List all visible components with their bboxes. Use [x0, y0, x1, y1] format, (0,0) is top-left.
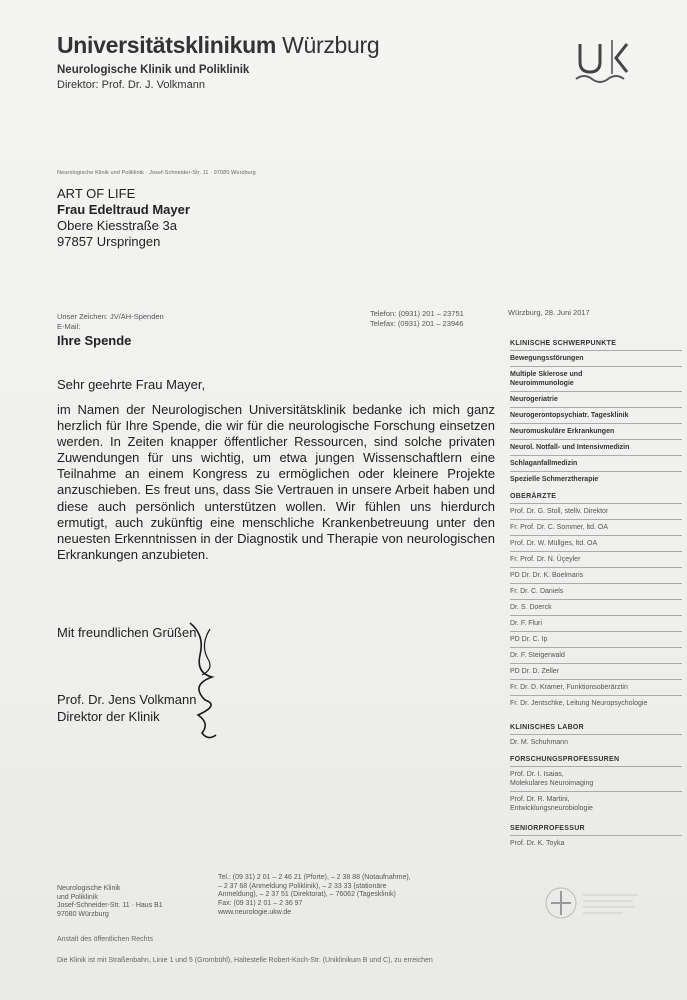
sidebar-divider: [510, 391, 682, 392]
ukw-logo-icon: [572, 32, 632, 87]
footer-address-line: Neurologische Klinik: [57, 885, 121, 892]
footer-legal-form: Anstalt des öffentlichen Rechts: [57, 936, 153, 943]
sidebar-divider: [510, 551, 682, 552]
footer-contact-line: – 2 37 68 (Anmeldung Poliklinik), – 2 33 33 (stationäre: [218, 882, 387, 890]
brand-bold: Universitätsklinikum: [57, 32, 276, 58]
sidebar-divider: [510, 366, 682, 367]
reference-zeichen: Unser Zeichen: JV/AH-Spenden: [57, 312, 164, 321]
sidebar-divider: [510, 519, 682, 520]
oberarzt-item: PD Dr. C. Ip: [510, 636, 548, 643]
reference-block: [57, 312, 164, 332]
sidebar-divider: [510, 503, 682, 504]
sidebar-divider: [510, 647, 682, 648]
footer-contact-line: Tel.: (09 31) 2 01 – 2 46 21 (Pforte), – 2 38 88 (Notaufnahme),: [218, 874, 411, 881]
schwerpunkt-item: Multiple Sklerose und Neuroimmunologie: [510, 371, 583, 387]
forschung-item: Prof. Dr. R. Martini,: [510, 796, 570, 803]
sidebar-divider: [510, 766, 682, 767]
salutation: Sehr geehrte Frau Mayer,: [57, 377, 206, 392]
footer-address-line: 97080 Würzburg: [57, 910, 109, 918]
senior-item: Prof. Dr. K. Toyka: [510, 840, 565, 847]
sidebar-heading-schwerpunkte: KLINISCHE SCHWERPUNKTE: [510, 340, 617, 347]
labor-item: Dr. M. Schuhmann: [510, 739, 568, 746]
sidebar-divider: [510, 439, 682, 440]
brand-regular: Würzburg: [282, 32, 380, 58]
schwerpunkt-item: Neuromuskuläre Erkrankungen: [510, 428, 615, 435]
oberarzt-item: Prof. Dr. W. Müllges, ltd. OA: [510, 540, 598, 547]
sidebar-divider: [510, 471, 682, 472]
footer-directions: Die Klinik ist mit Straßenbahn, Linie 1 und 5 (Grombühl), Haltestelle Robert-Koch-Str. (Uniklinikum B und C), zu erreichen: [57, 957, 433, 964]
recipient-city: 97857 Urspringen: [57, 234, 161, 249]
oberarzt-item: Fr. Dr. C. Daniels: [510, 588, 564, 595]
department-name: Neurologische Klinik und Poliklinik: [57, 64, 250, 76]
footer-contact-line: Fax: (09 31) 2 01 – 2 36 97: [218, 900, 303, 908]
oberarzt-item: PD Dr. D. Zeller: [510, 668, 560, 675]
sidebar-divider: [510, 455, 682, 456]
sidebar-divider: [510, 535, 682, 536]
fax-number: Telefax: (0931) 201 – 23946: [370, 319, 464, 328]
letter-date: Würzburg, 28. Juni 2017: [508, 308, 590, 317]
footer-contact-line: Anmeldung), – 2 37 51 (Direktorat), – 76062 (Tagesklinik): [218, 891, 396, 899]
signer-title: Direktor der Klinik: [57, 709, 160, 724]
sidebar-divider: [510, 567, 682, 568]
sidebar-divider: [510, 631, 682, 632]
recipient-line-1: ART OF LIFE: [57, 186, 136, 201]
sidebar-divider: [510, 423, 682, 424]
footer-address-line: und Poliklinik: [57, 893, 98, 901]
letter-body: im Namen der Neurologischen Universitätsklinik bedanke ich mich ganz herzlich für Ihre Spende, die wir für die neurologische Forschung einsetzen werden. In Zeiten knapper öffentlicher Ressourcen, sind solche privaten Zuwendungen für uns wichtig, um etwa jungen Wissenschaftlern eine Teilnahme an einem Kongress zu ermöglichen oder kleinere Projekte anzuschieben. Es freut uns, dass Sie Vertrauen in unsere Arbeit haben und diese auch persönlich unterstützen wollen. Wir fühlen uns hierdurch ermutigt, auch zukünftig eine menschliche Krankenbetreuung unter den neuesten Erkenntnissen in der Diagnostik und Therapie von neurologischen Erkrankungen anzubieten.: [57, 402, 495, 562]
oberarzt-item: Dr. S. Doerck: [510, 604, 552, 611]
oberarzt-item: Fr. Dr. Jentschke, Leitung Neuropsychologie: [510, 700, 648, 707]
sidebar-divider: [510, 599, 682, 600]
certification-seal-icon: [543, 883, 643, 923]
sidebar-divider: [510, 791, 682, 792]
reference-email: E-Mail:: [57, 322, 81, 331]
recipient-street: Obere Kiesstraße 3a: [57, 218, 177, 233]
schwerpunkt-item: Spezielle Schmerztherapie: [510, 476, 599, 483]
sidebar-divider: [510, 583, 682, 584]
sidebar-heading-forschung: FORSCHUNGSPROFESSUREN: [510, 756, 620, 763]
sidebar-divider: [510, 695, 682, 696]
sidebar-heading-oberaerzte: OBERÄRZTE: [510, 493, 557, 500]
sidebar-divider: [510, 663, 682, 664]
letter-subject: Ihre Spende: [57, 333, 132, 348]
director-line: Direktor: Prof. Dr. J. Volkmann: [57, 79, 205, 91]
oberarzt-item: Dr. F. Steigerwald: [510, 652, 565, 659]
schwerpunkt-item: Bewegungsstörungen: [510, 355, 584, 362]
sidebar-divider: [510, 679, 682, 680]
handwritten-signature: [150, 615, 260, 745]
signer-name: Prof. Dr. Jens Volkmann: [57, 692, 197, 707]
oberarzt-item: Prof. Dr. G. Stoll, stellv. Direktor: [510, 508, 609, 515]
staff-sidebar: [510, 340, 682, 848]
forschung-item: Prof. Dr. I. Isaias,: [510, 771, 564, 778]
sidebar-divider: [510, 615, 682, 616]
oberarzt-item: Fr. Dr. D. Kramer, Funktionsoberärztin: [510, 684, 628, 691]
sender-return-address: Neurologische Klinik und Poliklinik · Josef-Schneider-Str. 11 · 97080 Würzburg: [57, 170, 256, 176]
closing-phrase: Mit freundlichen Grüßen: [57, 625, 197, 640]
footer-address-line: Josef-Schneider-Str. 11 · Haus B1: [57, 902, 163, 909]
forschung-item: Entwicklungsneurobiologie: [510, 805, 593, 812]
schwerpunkt-item: Neurogeriatrie: [510, 396, 558, 403]
brand-wordmark: [57, 32, 379, 59]
oberarzt-item: PD Dr. Dr. K. Boelmans: [510, 572, 584, 579]
recipient-name: Frau Edeltraud Mayer: [57, 202, 190, 217]
schwerpunkt-item: Neurogerontopsychiatr. Tagesklinik: [510, 412, 629, 419]
sidebar-heading-labor: KLINISCHES LABOR: [510, 724, 585, 731]
sidebar-heading-senior: SENIORPROFESSUR: [510, 825, 585, 832]
sidebar-divider: [510, 407, 682, 408]
sidebar-divider: [510, 835, 682, 836]
sidebar-divider: [510, 734, 682, 735]
sidebar-divider: [510, 350, 682, 351]
footer-website: www.neurologie.ukw.de: [218, 908, 292, 916]
footer-address: [57, 885, 163, 919]
forschung-item: Molekulares Neuroimaging: [510, 780, 594, 787]
schwerpunkt-item: Neurol. Notfall- und Intensivmedizin: [510, 444, 630, 451]
schwerpunkt-item: Schlaganfallmedizin: [510, 460, 578, 467]
phone-block: [370, 309, 464, 329]
footer-contact: [218, 874, 488, 918]
oberarzt-item: Fr. Prof. Dr. C. Sommer, ltd. OA: [510, 524, 609, 531]
phone-number: Telefon: (0931) 201 – 23751: [370, 309, 464, 318]
oberarzt-item: Fr. Prof. Dr. N. Üçeyler: [510, 556, 581, 563]
oberarzt-item: Dr. F. Fluri: [510, 620, 542, 627]
